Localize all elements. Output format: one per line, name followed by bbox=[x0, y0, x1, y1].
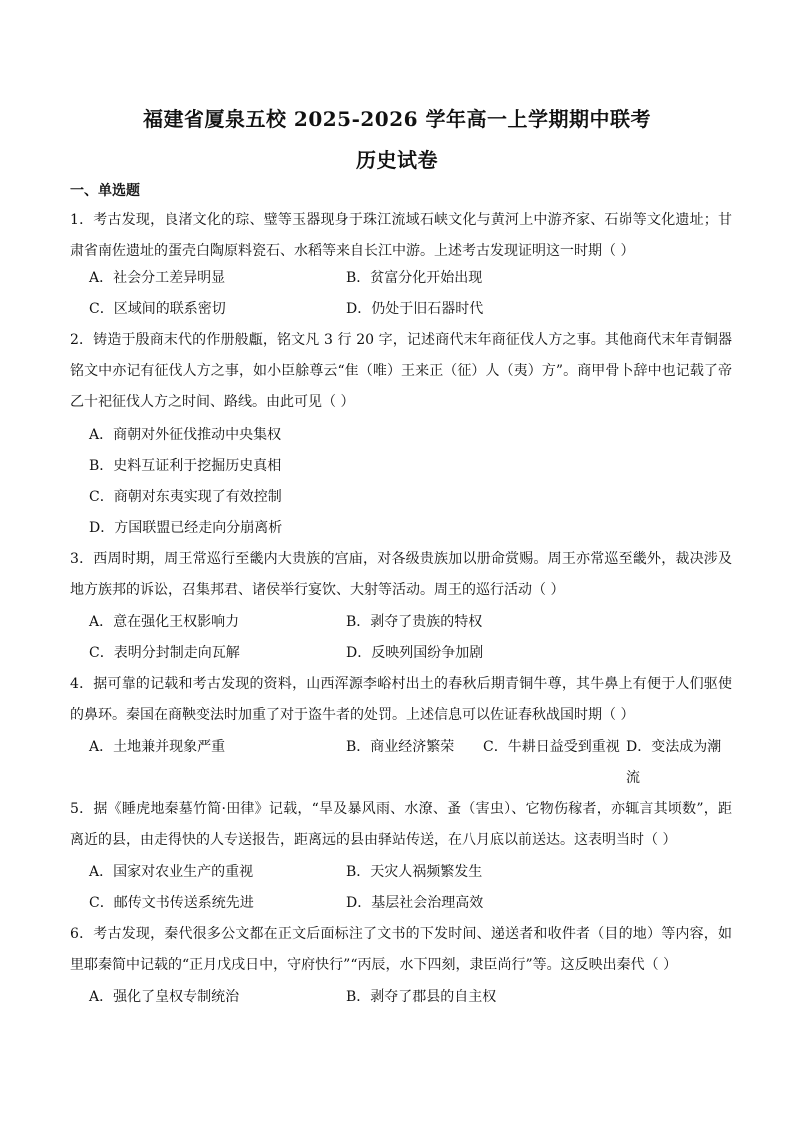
question-5-option-a[interactable]: A．国家对农业生产的重视 bbox=[89, 864, 254, 880]
question-1-option-a[interactable]: A．社会分工差异明显 bbox=[89, 270, 226, 286]
question-1-option-d[interactable]: D．仍处于旧石器时代 bbox=[346, 301, 484, 317]
question-1-option-c[interactable]: C．区域间的联系密切 bbox=[89, 301, 226, 317]
question-3-option-b[interactable]: B．剥夺了贵族的特权 bbox=[346, 614, 483, 630]
question-3-option-a[interactable]: A．意在强化王权影响力 bbox=[89, 614, 240, 630]
question-6-stem: 6．考古发现，秦代很多公文都在正文后面标注了文书的下发时间、递送者和收件者（目的地）等内容，如里耶秦简中记载的“正月戊戌日中，守府快行”“丙辰，水下四刻，隶臣尚行”等。这反映出秦代（ ） bbox=[70, 926, 732, 973]
question-2-option-d[interactable]: D．方国联盟已经走向分崩离析 bbox=[89, 520, 283, 536]
question-6-option-a[interactable]: A．强化了皇权专制统治 bbox=[89, 989, 240, 1005]
exam-subtitle: 历史试卷 bbox=[356, 148, 438, 172]
question-4-option-b[interactable]: B．商业经济繁荣 bbox=[346, 739, 455, 755]
question-5-option-b[interactable]: B．天灾人祸频繁发生 bbox=[346, 864, 483, 880]
question-1-option-b[interactable]: B．贫富分化开始出现 bbox=[346, 270, 483, 286]
question-5-option-d[interactable]: D．基层社会治理高效 bbox=[346, 895, 484, 911]
question-3-stem: 3．西周时期，周王常巡行至畿内大贵族的宫庙，对各级贵族加以册命赏赐。周王亦常巡至畿外，裁决涉及地方族邦的诉讼，召集邦君、诸侯举行宴饮、大射等活动。周王的巡行活动（ ） bbox=[70, 551, 732, 598]
question-1-stem: 1．考古发现，良渚文化的琮、璧等玉器现身于珠江流域石峡文化与黄河上中游齐家、石峁等文化遗址；甘肃省南佐遗址的蛋壳白陶原料瓷石、水稻等来自长江中游。上述考古发现证明这一时期（ ） bbox=[70, 212, 732, 259]
question-6-option-b[interactable]: B．剥夺了郡县的自主权 bbox=[346, 989, 497, 1005]
question-3-option-d[interactable]: D．反映列国纷争加剧 bbox=[346, 645, 484, 661]
question-5-stem: 5．据《睡虎地秦墓竹简·田律》记载，“旱及暴风雨、水潦、蚤（害虫）、它物伤稼者，亦辄言其顷数”，距离近的县，由走得快的人专送报告，距离远的县由驿站传送，在八月底以前送达。这表明当时（ ） bbox=[70, 801, 732, 848]
question-2-option-c[interactable]: C．商朝对东夷实现了有效控制 bbox=[89, 489, 282, 505]
question-4-option-c[interactable]: C．牛耕日益受到重视 bbox=[483, 739, 620, 755]
question-4-option-a[interactable]: A．土地兼并现象严重 bbox=[89, 739, 226, 755]
question-4-stem: 4．据可靠的记载和考古发现的资料，山西浑源李峪村出土的春秋后期青铜牛尊，其牛鼻上有便于人们驱使的鼻环。秦国在商鞅变法时加重了对于盗牛者的处罚。上述信息可以佐证春秋战国时期（ ） bbox=[70, 676, 732, 723]
question-2-option-b[interactable]: B．史料互证利于挖掘历史真相 bbox=[89, 458, 282, 474]
section-heading: 一、单选题 bbox=[70, 183, 140, 199]
question-2-option-a[interactable]: A．商朝对外征伐推动中央集权 bbox=[89, 427, 282, 443]
question-4-option-d[interactable]: D．变法成为潮流 bbox=[626, 739, 722, 786]
question-2-stem: 2．铸造于殷商末代的作册般甗，铭文凡 3 行 20 字，记述商代末年商征伐人方之事。其他商代末年青铜器铭文中亦记有征伐人方之事，如小臣艅尊云“隹（唯）王来正（征）人（夷）方”。商甲骨卜辞中也记载了帝乙十祀征伐人方之时间、路线。由此可见（ ） bbox=[70, 332, 732, 410]
question-5-option-c[interactable]: C．邮传文书传送系统先进 bbox=[89, 895, 254, 911]
question-3-option-c[interactable]: C．表明分封制走向瓦解 bbox=[89, 645, 240, 661]
exam-title: 福建省厦泉五校 2025-2026 学年高一上学期期中联考 bbox=[142, 107, 652, 131]
